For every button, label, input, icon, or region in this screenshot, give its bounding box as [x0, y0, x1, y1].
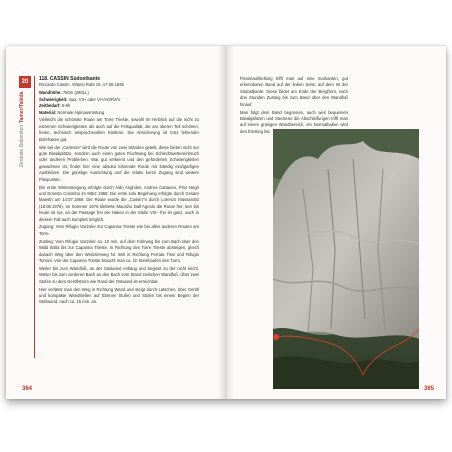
chapter-number-badge: 20 — [19, 76, 31, 88]
page-number-left: 364 — [22, 386, 33, 392]
meta-row: Material: Normale Alpinausrüstung — [39, 109, 105, 115]
meta-row: Zeitbedarf: 6-8h — [39, 103, 71, 109]
right-text-column — [240, 76, 348, 137]
chapter-rule — [34, 76, 35, 358]
approach-paragraph: Zustieg: Vom Rifugio Vazzoler ca. 10 min. auf dem Fahrweg bis zum Bach über den Wald Bolla bis zur Capanna Trieste. In Richtung des Torre Trieste absteigen, gleich danach Weg über den Weinzierweg Nr. 560 in Richtung Ferrata Tissi und Rifugio Torrani. Von der Capanna Trieste braucht man ca. 1h Steinhaufen den Turm. — [39, 238, 199, 263]
left-text-column — [39, 76, 199, 307]
chapter-tab — [18, 76, 32, 358]
body-paragraph: Fleximaufstellung trifft man auf eine markanten, gut erkennbaren Band auf der linken Seite, auf dem Ist der Südostkante. Diese bildet am Ende der Bergfront, nach drei Stunden Zustieg bis zum Band über den Wandfuß hinauf. — [240, 76, 348, 107]
route-start-marker — [273, 334, 279, 340]
route-meta — [39, 90, 199, 116]
route-title: 118. CASSIN Südostkante — [39, 76, 101, 82]
body-paragraph: Vielleicht die schönste Route am Torre Trieste, sowohl im Hinblick auf die nicht zu extremen Schwierigkeiten als auch auf die Felsqualität, die am oberen Teil schönen, freien, technisch anspruchsvollen Kletterei. Die Absicherung ist trotz fehlender Bohrhaken gut. — [39, 117, 199, 142]
page-number-right: 365 — [424, 386, 435, 392]
chapter-area-text: Zentrale Dolomiten — [19, 124, 25, 168]
left-page — [6, 46, 226, 399]
body-paragraph: Wie bei der „Carlesso“ wird die Route von zwei Ständen geteilt, diese bieten nicht nur gute Biwakplätze, sondern auch einen guten Fluchtweg bei Schlechtwettereinbruch oder anderen Problemen. War gut verkeimt und den geforderten Schwierigkeiten gewachsen ist, findet hier eine absolut lohnende Route mit ständig einzigartigen Ausblicken. Die günstige Ausrichtung und die relativ kurze Zugang sind weitere Pluspunkte. — [39, 144, 199, 182]
body-paragraph: Weiter bis zum Wandfuß, an der Südwand entlang und beginnt zu der nicht leicht. Weiter bis zum vorderen Bach an den Bach vom Stand zwischen Wandfuß. Über zwei Stufen zu dem Geröllstrom wie Rand der Ostwand ist erreichbar. — [39, 265, 199, 284]
mountain-photo — [273, 129, 419, 389]
chapter-tab-label — [19, 92, 25, 167]
meta-row: Schwierigkeit: max. VII+ oder VI+/A0/RZ/V — [39, 96, 121, 102]
first-ascent-line: Riccardo Cassin, Vittorio Ratti 15.-17.08.1935 — [39, 82, 124, 88]
body-paragraph: Die erste Wintersteigung erfolgte durch Aldo Anghileri, Andrea Cattaneo, Pino Negri und Ernesto Colombo im März 1968. Die erste solo Begehung erfolgte durch Cesare Maestri am 14.07.1959. Die Route wurde die „Cassin'“s durch Lorenzo Massarotto (18.08.1976). Im Sommer 1976 kletterte Maurizio Dall’Agnolo die Route frei; leer bis heute ist nur, an der Passage frei der Haken in der Stelle VIII− frei ist ganz, auch in diesem Fall auch komplett möglich. — [39, 184, 199, 222]
body-paragraph: Hier verlässt man den Weg in Richtung Wand und steigt durch Latschen, über Geröll und kompakte Wandstellen auf Ebenen Stufen und Stufen bis einem Beginn der Steilwand, nach ca. 15 min. an. — [39, 286, 199, 305]
meta-row: Wandhöhe: 750m (280LL) — [39, 90, 89, 96]
body-paragraph: Man folgt dem Band begonnen, auch weil bequemen Biwakplätzen und Steckerei die Abschleifungen trifft man auf einem grasigen Wandbereich, ein Normalhaken wird den Einstieg bis. — [240, 109, 348, 134]
open-book — [6, 46, 446, 399]
chapter-group-text: Tamer/Talèda — [19, 92, 25, 124]
right-page — [226, 46, 446, 399]
access-paragraph: Zugang: Vom Rifugio Vazzoler zur Capanna Trieste wie bei allen anderen Routen am Torre. — [39, 224, 199, 236]
